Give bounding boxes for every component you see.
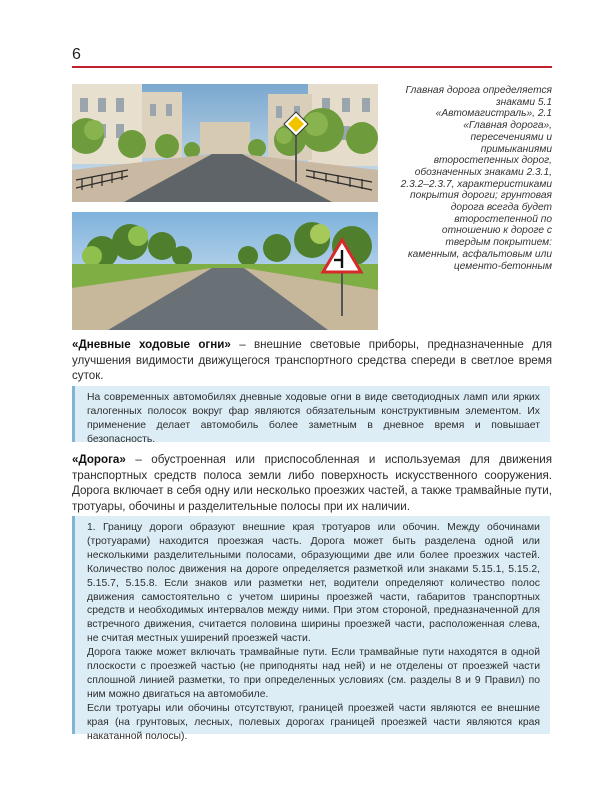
term-road <box>72 452 552 514</box>
photo-rural-road <box>72 212 378 330</box>
note-box-daytime-lights: На современных автомобилях дневные ходовые огни в виде светодиодных ламп или ярких галогенных полосок вокруг фар являются обязательным конструктивным элементом. Их применение делает автомобиль более заметным в дневное время и повышает безопасность. <box>72 386 550 442</box>
note-paragraph: 1. Границу дороги образуют внешние края тротуаров или обочин. Между обочинами (тротуарами) находится проезжая часть. Дорога может быть разделена одной или несколькими разделительными полосами, образующими две или более проезжих частей. Количество полос движения на дороге определяется разметкой или знаками 5.15.1, 5.15.2, 5.15.7, 5.15.8. Если знаков или разметки нет, водители определяют количество полос движения самостоятельно с учетом ширины проезжей части, габаритов транспортных средств и необходимых интервалов между ними. При этом стороной, предназначенной для встречного движения, считается половина ширины проезжей части, расположенная слева, не считая местных уширений проезжей части. <box>87 522 540 645</box>
term-definition: – внешние световые приборы, предназначенные для улучшения видимости движущегося транспортного средства спереди в светлое время суток. <box>72 338 552 383</box>
photo-city-main-road <box>72 84 378 202</box>
page-number: 6 <box>72 46 81 63</box>
note-paragraph: Если тротуары или обочины отсутствуют, границей проезжей части являются ее внешние края (на грунтовых, лесных, полевых дорогах границей проезжей части являются края накатанной полосы). <box>87 702 540 742</box>
term-definition: – обустроенная или приспособленная и используемая для движения транспортных средств полоса земли либо поверхность искусственного сооружения. Дорога включает в себя одну или несколько проезжих частей, а также трамвайные пути, тротуары, обочины и разделительные полосы при их наличии. <box>72 453 552 513</box>
term-daytime-running-lights <box>72 337 552 384</box>
note-paragraph: Дорога также может включать трамвайные пути. Если трамвайные пути находятся в одной плоскости с проезжей частью (не приподняты над ней) и не отделены от проезжей части сплошной линией разметки, то при определенных условиях (см. разделы 8 и 9 Правил) по ним можно двигаться на автомобиле. <box>87 647 540 700</box>
note-box-road <box>72 516 550 742</box>
term-title: «Дорога» <box>72 453 126 466</box>
term-title: «Дневные ходовые огни» <box>72 338 231 351</box>
photo-caption: Главная дорога определяется знаками 5.1 «Автомагистраль», 2.1 «Главная дорога», пересечениями и примыканиями второстепенных дорог, обозначенных знаками 2.3.1, 2.3.2–2.3.7, характеристиками покрытия дороги; грунтовая дорога всегда будет второстепенной по отношению к дороге с твердым покрытием: каменным, асфальтовым или цементо-бетонным <box>400 85 552 272</box>
header-rule <box>72 66 552 68</box>
